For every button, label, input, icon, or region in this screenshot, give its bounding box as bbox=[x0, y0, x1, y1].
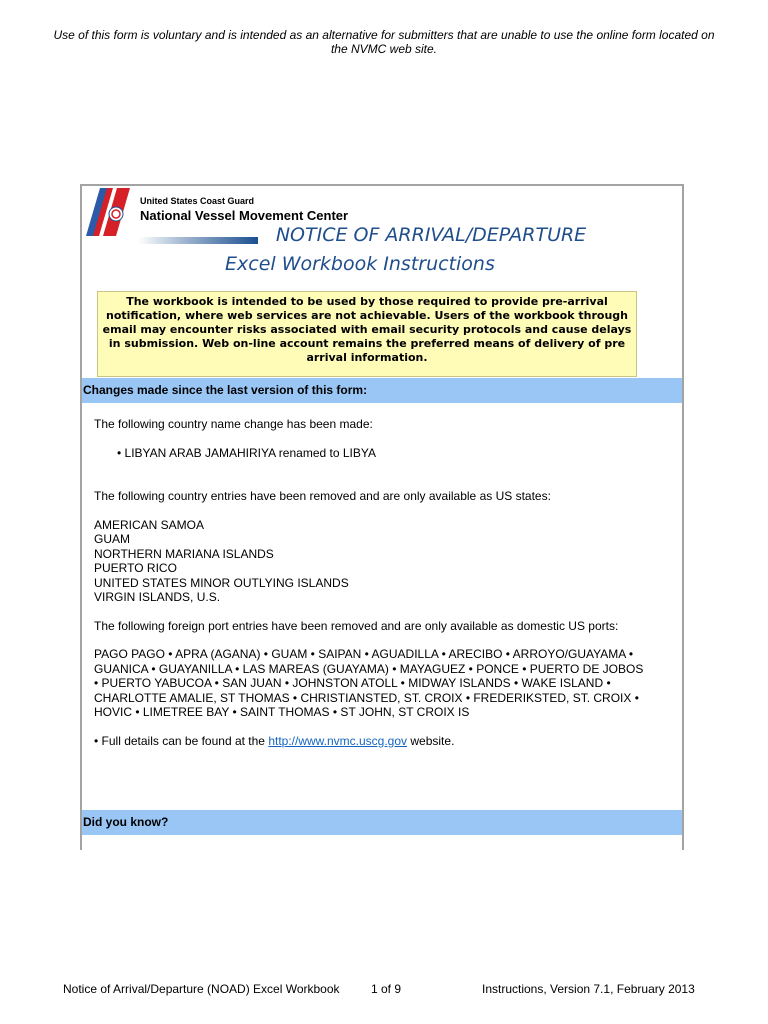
port-line: HOVIC • LIMETREE BAY • SAINT THOMAS • ST JOHN, ST CROIX IS bbox=[94, 705, 470, 719]
changes-content bbox=[82, 403, 682, 810]
nvmc-website-link[interactable]: http://www.nvmc.uscg.gov bbox=[268, 733, 408, 748]
title-line1: NOTICE OF ARRIVAL/DEPARTURE bbox=[275, 224, 587, 246]
country-change-item: • LIBYAN ARAB JAMAHIRIYA renamed to LIBYA bbox=[117, 445, 376, 460]
port-line: PAGO PAGO • APRA (AGANA) • GUAM • SAIPAN • AGUADILLA • ARECIBO • ARROYO/GUAYAMA • bbox=[94, 647, 634, 661]
top-note: Use of this form is voluntary and is intended as an alternative for submitters that are unable to use the online form located on the NVMC web site. bbox=[53, 28, 715, 56]
details-line bbox=[94, 734, 670, 749]
port-line: • PUERTO YABUCOA • SAN JUAN • JOHNSTON ATOLL • MIDWAY ISLANDS • WAKE ISLAND • bbox=[94, 676, 611, 690]
agency-large: National Vessel Movement Center bbox=[140, 208, 349, 223]
did-you-know-heading: Did you know? bbox=[82, 810, 682, 835]
list-item: UNITED STATES MINOR OUTLYING ISLANDS bbox=[94, 575, 349, 590]
header bbox=[82, 186, 682, 378]
port-line: CHARLOTTE AMALIE, ST THOMAS • CHRISTIANSTED, ST. CROIX • FREDERIKSTED, ST. CROIX • bbox=[94, 690, 639, 705]
list-item: AMERICAN SAMOA bbox=[94, 517, 205, 532]
removed-countries-intro: The following country entries have been removed and are only available as US states: bbox=[94, 489, 551, 503]
footer-left: Notice of Arrival/Departure (NOAD) Excel Workbook bbox=[63, 982, 340, 996]
agency-small: United States Coast Guard bbox=[140, 196, 255, 206]
changes-heading: Changes made since the last version of this form: bbox=[82, 378, 682, 403]
removed-ports-list bbox=[94, 647, 670, 720]
footer-page: 1 of 9 bbox=[371, 982, 402, 996]
details-suffix: website. bbox=[407, 733, 455, 748]
footer-right: Instructions, Version 7.1, February 2013 bbox=[482, 982, 695, 996]
notice-box: The workbook is intended to be used by those required to provide pre-arrival notification, where web services are not achievable. Users of the workbook through email may encounter risks associated with email security protocols and cause delays in submission. Web on-line account remains the preferred means of delivery of pre arrival information. bbox=[97, 291, 637, 377]
removed-ports-intro: The following foreign port entries have been removed and are only available as domestic US ports: bbox=[94, 618, 619, 633]
title-line2: Excel Workbook Instructions bbox=[225, 253, 495, 275]
country-change-intro: The following country name change has been made: bbox=[94, 417, 373, 431]
details-prefix: • Full details can be found at the bbox=[94, 733, 269, 748]
list-item: NORTHERN MARIANA ISLANDS bbox=[94, 546, 274, 561]
form-frame bbox=[80, 184, 684, 850]
port-line: GUANICA • GUAYANILLA • LAS MAREAS (GUAYAMA) • MAYAGUEZ • PONCE • PUERTO DE JOBOS bbox=[94, 661, 644, 676]
list-item: PUERTO RICO bbox=[94, 561, 177, 575]
removed-countries-list bbox=[94, 518, 670, 605]
list-item: VIRGIN ISLANDS, U.S. bbox=[94, 590, 221, 604]
list-item: GUAM bbox=[94, 532, 130, 546]
